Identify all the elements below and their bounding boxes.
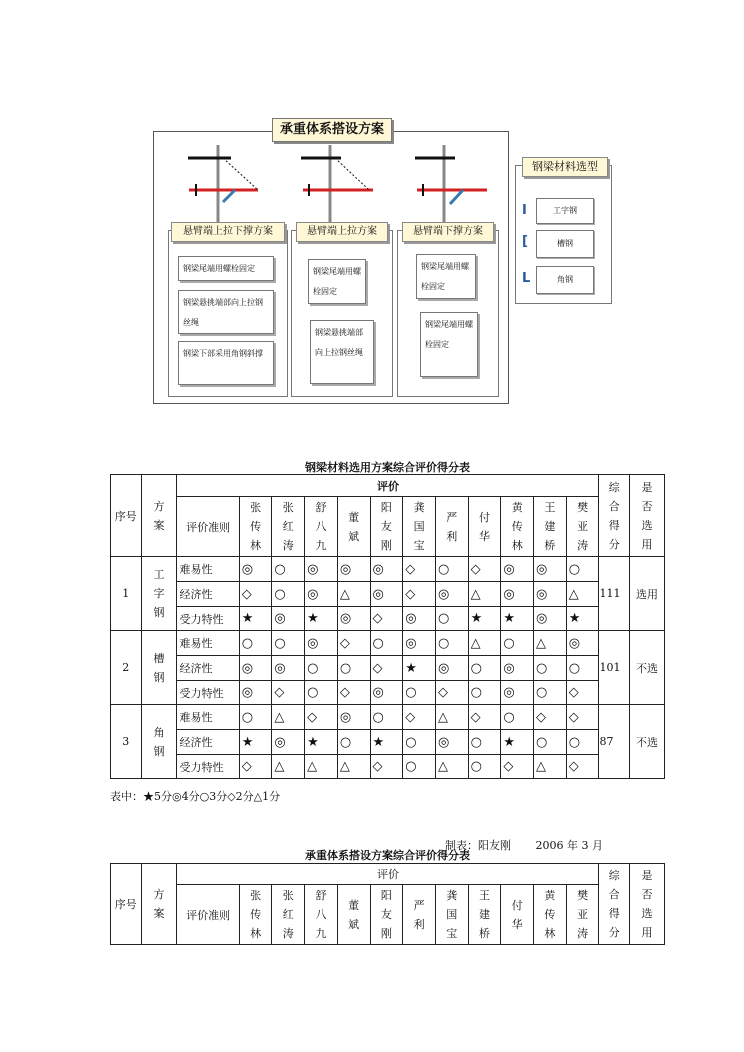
criteria-cell: 受力特性: [177, 755, 239, 779]
scheme-3-item-2: 钢梁尾端用螺栓固定: [420, 312, 478, 377]
score-mark: ○: [534, 656, 567, 681]
row-selected: 不选: [630, 631, 665, 705]
header-scheme-2: 方 案: [141, 864, 177, 945]
score-mark: ◇: [370, 755, 403, 779]
score-mark: ○: [272, 557, 305, 582]
scheme-1-drawing: [188, 145, 258, 230]
header-eval-2: 评价: [177, 864, 599, 885]
score-mark: ★: [239, 730, 272, 755]
judge-header: 张 传 林: [239, 885, 272, 945]
scheme-1-title: 悬臂端上拉下撑方案: [171, 222, 285, 242]
score-mark: ◇: [403, 557, 436, 582]
table1-legend: 表中：★5分◎4分○3分◇2分△1分: [110, 790, 281, 803]
score-mark: ◎: [272, 607, 305, 631]
row-seq: 2: [111, 631, 142, 705]
score-mark: ★: [501, 730, 534, 755]
angle-icon: L: [522, 271, 531, 286]
score-mark: ○: [435, 631, 468, 656]
score-mark: ○: [468, 681, 501, 705]
scheme-2-item-1: 钢梁尾端用螺栓固定: [308, 259, 366, 304]
judge-header: 黄 传 林: [534, 885, 567, 945]
score-mark: ◇: [239, 755, 272, 779]
score-mark: ◎: [272, 730, 305, 755]
score-mark: ★: [305, 607, 338, 631]
score-mark: ◎: [501, 656, 534, 681]
header-scheme: 方 案: [141, 475, 177, 557]
score-mark: △: [534, 755, 567, 779]
score-mark: ◎: [370, 582, 403, 607]
score-mark: ◎: [403, 631, 436, 656]
score-mark: ◇: [370, 656, 403, 681]
judge-header: 黄 传 林: [501, 497, 534, 557]
judge-header: 付 华: [501, 885, 534, 945]
table-row: [111, 631, 665, 656]
score-mark: ◎: [435, 730, 468, 755]
header-total: 综 合 得 分: [599, 475, 630, 557]
header-selected: 是 否 选 用: [630, 475, 665, 557]
row-selected: 选用: [630, 557, 665, 631]
criteria-cell: 经济性: [177, 582, 239, 607]
judge-header: 张 传 林: [239, 497, 272, 557]
row-seq: 3: [111, 705, 142, 779]
criteria-cell: 难易性: [177, 705, 239, 730]
score-mark: ○: [534, 681, 567, 705]
i-beam-icon: I: [522, 203, 527, 218]
score-mark: △: [435, 705, 468, 730]
score-mark: △: [468, 582, 501, 607]
scheme-1-item-1: 钢梁尾端用螺栓固定: [178, 256, 274, 281]
criteria-cell: 经济性: [177, 730, 239, 755]
score-mark: ○: [337, 656, 370, 681]
scheme-3-title: 悬臂端下撑方案: [402, 222, 494, 242]
score-mark: ◇: [239, 582, 272, 607]
judge-header: 樊 亚 涛: [566, 497, 599, 557]
score-mark: ◎: [370, 681, 403, 705]
table-row: [111, 730, 665, 755]
score-mark: ◎: [534, 607, 567, 631]
score-mark: ★: [370, 730, 403, 755]
row-scheme: 槽 钢: [141, 631, 177, 705]
score-mark: ◎: [534, 557, 567, 582]
score-mark: ○: [435, 557, 468, 582]
score-mark: ○: [403, 755, 436, 779]
material-i-beam: 工字钢: [536, 198, 594, 224]
score-mark: ◇: [566, 755, 599, 779]
material-channel: 槽钢: [536, 230, 594, 258]
score-mark: ◎: [305, 631, 338, 656]
score-mark: ◎: [239, 656, 272, 681]
score-mark: ○: [272, 582, 305, 607]
score-mark: ◇: [566, 681, 599, 705]
row-total: 111: [599, 557, 630, 631]
scheme-2-drawing: [301, 145, 373, 230]
table-row: [111, 681, 665, 705]
score-mark: ◎: [337, 607, 370, 631]
scheme-1-item-3: 钢梁下部采用角钢斜撑: [178, 341, 274, 385]
score-mark: ○: [239, 631, 272, 656]
score-mark: △: [305, 755, 338, 779]
header-criteria-2: 评价准则: [177, 885, 239, 945]
score-mark: ★: [468, 607, 501, 631]
judge-header: 舒 八 九: [305, 497, 338, 557]
score-mark: ○: [468, 656, 501, 681]
scheme-evaluation-table: [110, 863, 665, 945]
score-mark: △: [272, 705, 305, 730]
score-mark: ◎: [435, 582, 468, 607]
judge-header: 董 斌: [337, 497, 370, 557]
score-mark: ◎: [501, 582, 534, 607]
score-mark: ◇: [534, 705, 567, 730]
score-mark: ◎: [566, 631, 599, 656]
judge-header: 张 红 涛: [272, 885, 305, 945]
score-mark: ◇: [435, 681, 468, 705]
judge-header: 樊 亚 涛: [566, 885, 599, 945]
criteria-cell: 难易性: [177, 631, 239, 656]
score-mark: ◇: [403, 582, 436, 607]
score-mark: ◎: [337, 557, 370, 582]
judge-header: 龚 国 宝: [435, 885, 468, 945]
row-seq: 1: [111, 557, 142, 631]
score-mark: ○: [566, 656, 599, 681]
score-mark: ★: [403, 656, 436, 681]
score-mark: ◎: [501, 557, 534, 582]
judge-header: 张 红 涛: [272, 497, 305, 557]
diagram-title: 承重体系搭设方案: [272, 118, 392, 142]
score-mark: △: [337, 582, 370, 607]
score-mark: ○: [403, 730, 436, 755]
score-mark: ○: [566, 557, 599, 582]
score-mark: ★: [501, 607, 534, 631]
score-mark: ○: [305, 681, 338, 705]
score-mark: ◎: [534, 582, 567, 607]
header-seq-2: 序号: [111, 864, 142, 945]
score-mark: △: [468, 631, 501, 656]
table1-footer: 制表：阳友刚 2006 年 3 月: [445, 839, 603, 852]
table-row: [111, 557, 665, 582]
score-mark: △: [337, 755, 370, 779]
score-mark: ◇: [305, 705, 338, 730]
scheme-3-drawing: [415, 145, 487, 230]
criteria-cell: 受力特性: [177, 607, 239, 631]
score-mark: ○: [534, 730, 567, 755]
score-mark: ◇: [337, 681, 370, 705]
score-mark: ○: [305, 656, 338, 681]
criteria-cell: 难易性: [177, 557, 239, 582]
material-angle: 角钢: [536, 266, 594, 294]
header-eval: 评价: [177, 475, 599, 497]
score-mark: ○: [501, 631, 534, 656]
score-mark: ○: [370, 705, 403, 730]
scheme-2-title: 悬臂端上拉方案: [296, 222, 388, 242]
table-row: [111, 705, 665, 730]
judge-header: 阳 友 刚: [370, 885, 403, 945]
score-mark: ○: [272, 631, 305, 656]
score-mark: ○: [337, 730, 370, 755]
row-total: 87: [599, 705, 630, 779]
structure-drawings: [153, 140, 507, 230]
judge-header: 付 华: [468, 497, 501, 557]
score-mark: ◎: [272, 656, 305, 681]
score-mark: ★: [239, 607, 272, 631]
score-mark: ★: [305, 730, 338, 755]
table-row: [111, 607, 665, 631]
row-selected: 不选: [630, 705, 665, 779]
header-seq: 序号: [111, 475, 142, 557]
table-row: [111, 582, 665, 607]
channel-icon: [: [522, 234, 528, 249]
score-mark: ○: [566, 730, 599, 755]
score-mark: ◎: [239, 557, 272, 582]
score-mark: ◎: [435, 656, 468, 681]
score-mark: ◎: [337, 705, 370, 730]
header-total-2: 综 合 得 分: [599, 864, 630, 945]
scheme-3-item-1: 钢梁尾端用螺栓固定: [416, 254, 476, 299]
score-mark: ◇: [566, 705, 599, 730]
score-mark: ○: [403, 681, 436, 705]
header-criteria: 评价准则: [177, 497, 239, 557]
judge-header: 王 建 桥: [534, 497, 567, 557]
score-mark: ◎: [370, 557, 403, 582]
table1-caption: 钢梁材料选用方案综合评价得分表: [305, 461, 470, 474]
judge-header: 王 建 桥: [468, 885, 501, 945]
judge-header: 严 利: [403, 885, 436, 945]
header-selected-2: 是 否 选 用: [630, 864, 665, 945]
score-mark: ◇: [501, 755, 534, 779]
criteria-cell: 经济性: [177, 656, 239, 681]
score-mark: ◇: [272, 681, 305, 705]
row-total: 101: [599, 631, 630, 705]
table2-caption: 承重体系搭设方案综合评价得分表: [305, 849, 470, 862]
scheme-1-item-2: 钢梁悬挑端部向上拉钢丝绳: [178, 290, 274, 334]
score-mark: ◇: [468, 557, 501, 582]
judge-header: 舒 八 九: [305, 885, 338, 945]
material-evaluation-table: [110, 474, 665, 779]
score-mark: ◇: [468, 705, 501, 730]
score-mark: ○: [468, 730, 501, 755]
judge-header: 董 斌: [337, 885, 370, 945]
judge-header: 阳 友 刚: [370, 497, 403, 557]
table-row: [111, 656, 665, 681]
score-mark: ◎: [501, 681, 534, 705]
score-mark: ○: [370, 631, 403, 656]
score-mark: ○: [435, 607, 468, 631]
score-mark: ★: [566, 607, 599, 631]
score-mark: ◎: [239, 681, 272, 705]
score-mark: ◇: [370, 607, 403, 631]
row-scheme: 角 钢: [141, 705, 177, 779]
score-mark: ○: [468, 755, 501, 779]
score-mark: ◎: [403, 607, 436, 631]
judge-header: 严 利: [435, 497, 468, 557]
scheme-2-item-2: 钢梁悬挑端部向上拉钢丝绳: [310, 320, 374, 384]
judge-header: 龚 国 宝: [403, 497, 436, 557]
score-mark: ◎: [305, 557, 338, 582]
row-scheme: 工 字 钢: [141, 557, 177, 631]
score-mark: ○: [239, 705, 272, 730]
score-mark: △: [566, 582, 599, 607]
score-mark: ○: [501, 705, 534, 730]
score-mark: △: [435, 755, 468, 779]
materials-title: 钢梁材料选型: [522, 157, 608, 177]
score-mark: ◇: [337, 631, 370, 656]
table-row: [111, 755, 665, 779]
score-mark: ◇: [403, 705, 436, 730]
score-mark: ◎: [305, 582, 338, 607]
criteria-cell: 受力特性: [177, 681, 239, 705]
score-mark: △: [272, 755, 305, 779]
score-mark: △: [534, 631, 567, 656]
